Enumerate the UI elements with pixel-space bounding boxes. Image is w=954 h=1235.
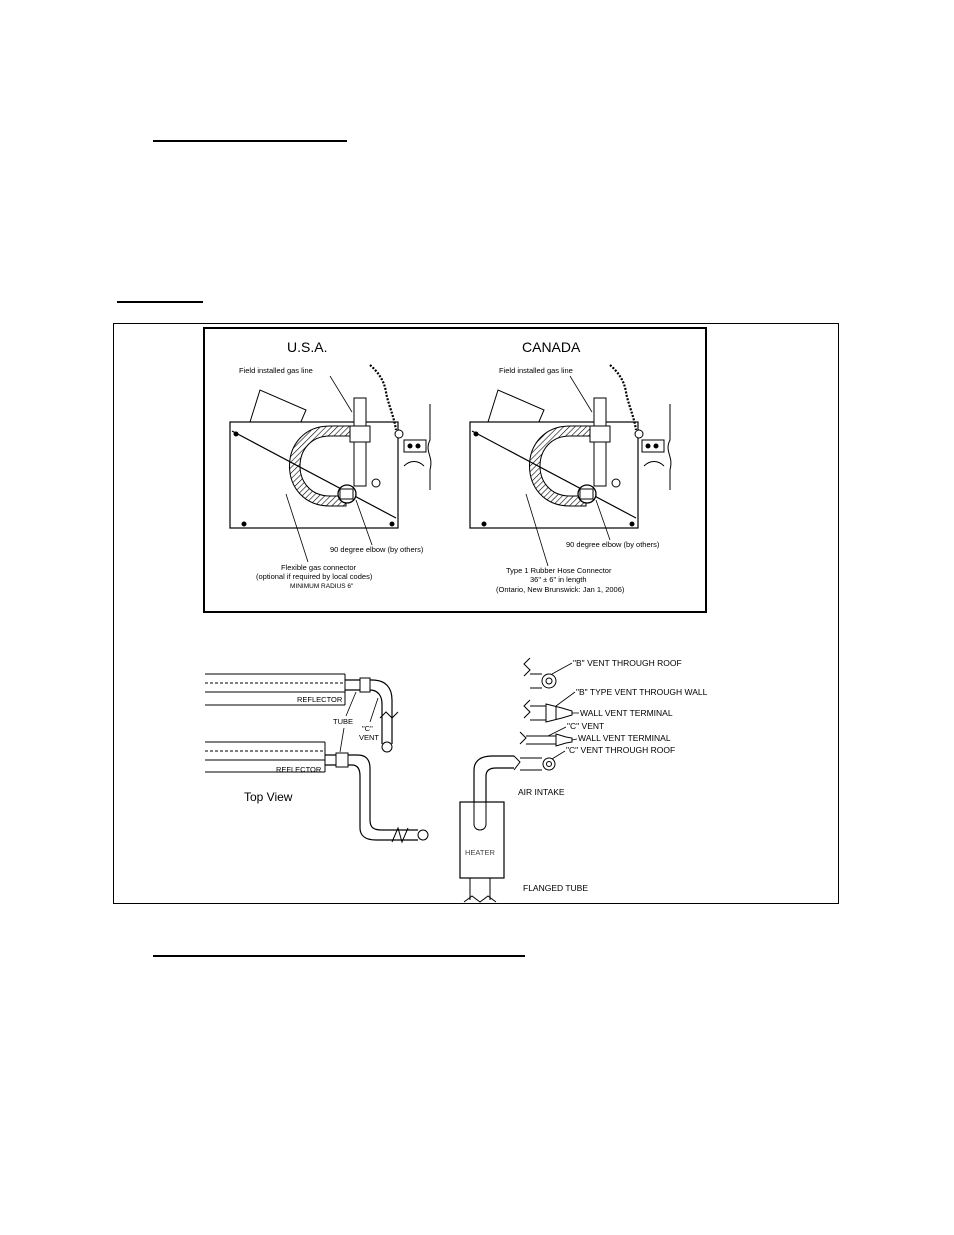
c-vent-label: "C" VENT <box>567 721 605 731</box>
usa-gas-line-label: Field installed gas line <box>239 366 313 375</box>
b-vent-roof-label: "B" VENT THROUGH ROOF <box>573 658 682 668</box>
canada-connector-label-1: Type 1 Rubber Hose Connector <box>506 566 612 575</box>
lower-reflector-label: REFLECTOR <box>276 765 322 774</box>
canada-connector-label-3: (Ontario, New Brunswick: Jan 1, 2006) <box>496 585 625 594</box>
usa-connector-label-2: (optional if required by local codes) <box>256 572 373 581</box>
c-vent-label-1: "C" <box>362 724 373 733</box>
top-view-label: Top View <box>244 790 293 804</box>
canada-elbow-label: 90 degree elbow (by others) <box>566 540 660 549</box>
usa-diagram <box>230 365 431 528</box>
vent-options-diagram <box>460 658 572 902</box>
canada-title: CANADA <box>522 339 581 355</box>
tube-label: TUBE <box>333 717 354 726</box>
b-vent-wall-label: "B" TYPE VENT THROUGH WALL <box>576 687 708 697</box>
air-intake-label: AIR INTAKE <box>518 787 565 797</box>
c-vent-label-2: VENT <box>359 733 380 742</box>
canada-gas-line-label: Field installed gas line <box>499 366 573 375</box>
heater-label: HEATER <box>465 848 495 857</box>
usa-connector-label-3: MINIMUM RADIUS 6" <box>290 583 354 590</box>
usa-elbow-label: 90 degree elbow (by others) <box>330 545 424 554</box>
usa-connector-label-1: Flexible gas connector <box>281 563 357 572</box>
upper-reflector-label: REFLECTOR <box>297 695 343 704</box>
wall-terminal-label-2: WALL VENT TERMINAL <box>578 733 671 743</box>
top-view-labels <box>244 692 379 804</box>
canada-diagram <box>470 365 671 528</box>
flanged-tube-label: FLANGED TUBE <box>523 883 589 893</box>
canada-connector-label-2: 36" ± 6" in length <box>530 575 587 584</box>
usa-title: U.S.A. <box>287 339 328 355</box>
c-vent-roof-label: "C" VENT THROUGH ROOF <box>566 745 676 755</box>
wall-terminal-label-1: WALL VENT TERMINAL <box>580 708 673 718</box>
